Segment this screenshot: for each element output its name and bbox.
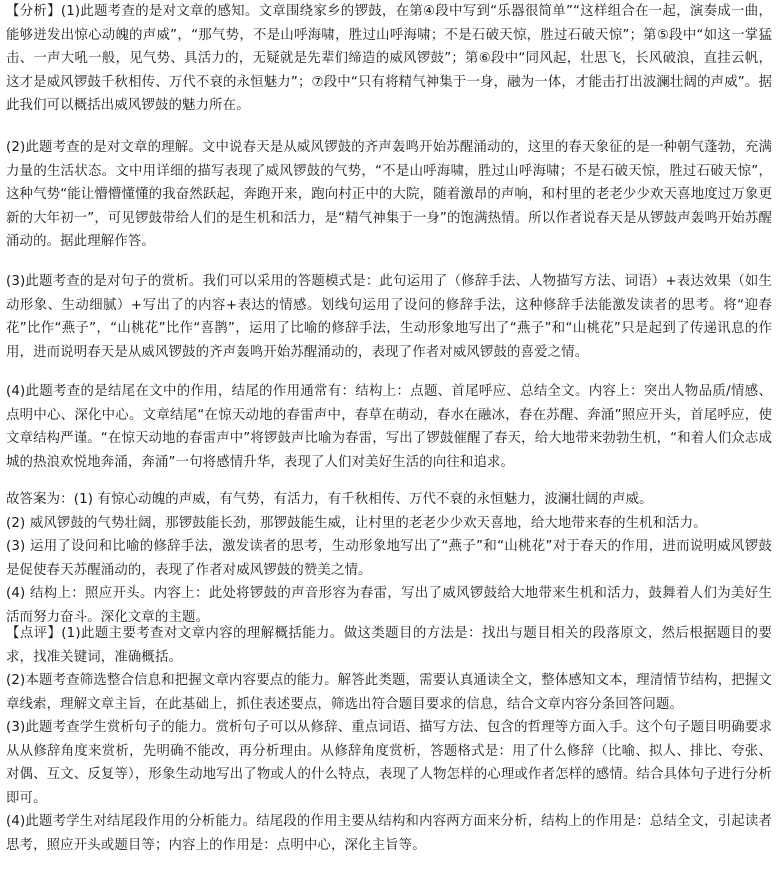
answer-line-1: 故答案为：(1) 有惊心动魄的声威，有气势，有活力，有千秋相传、万代不衰的永恒魅力，波澜壮阔的声威。 [6,492,653,507]
comment-section [6,622,772,857]
analysis-paragraph-2: (2)此题考查的是对文章的理解。文中说春天是从威风锣鼓的齐声轰鸣开始苏醒涌动的，这里的春天象征的是一种朝气蓬勃，充满力量的生活状态。文中用详细的描写表现了威风锣鼓的气势，“不是山呼海啸，胜过山呼海啸；不是石破天惊，胜过石破天惊”，这种气势“能让懵懵懂懂的我奋然跃起，奔跑开来，跑向村正中的大院，随着激昂的声响，和村里的老老少少欢天喜地度过万象更新的大年初一”，可见锣鼓带给人们的是生机和活力，是“精气神集于一身”的饱满热情。所以作者说春天是从锣鼓声轰鸣开始苏醒涌动的。据此理解作答。 [6,140,772,249]
comment-paragraph-1: 【点评】(1)此题主要考查对文章内容的理解概括能力。做这类题目的方法是：找出与题目相关的段落原文，然后根据题目的要求，找准关键词，准确概括。 [6,626,772,665]
analysis-paragraph-3: (3)此题考查的是对句子的赏析。我们可以采用的答题模式是：此句运用了（修辞手法、人物描写方法、词语）+表达效果（如生动形象、生动细腻）+写出了的内容+表达的情感。划线句运用了设问的修辞手法，这种修辞手法能激发读者的思考。将“迎春花”比作“燕子”，“山桃花”比作“喜鹊”，运用了比喻的修辞手法，生动形象地写出了“燕子”和“山桃花”只是起到了传递讯息的作用，进而说明春天是从威风锣鼓的齐声轰鸣开始苏醒涌动的，表现了作者对威风锣鼓的喜爱之情。 [6,274,772,360]
analysis-section-4 [6,380,772,474]
answer-line-2: (2) 威风锣鼓的气势壮阔，那锣鼓能长劲，那锣鼓能生威，让村里的老老少少欢天喜地，给大地带来春的生机和活力。 [6,515,707,531]
analysis-section-2 [6,136,772,254]
analysis-section [6,0,772,118]
analysis-paragraph-1: 【分析】(1)此题考查的是对文章的感知。文章围绕家乡的锣鼓，在第④段中写到“乐器很简单”“这样组合在一起，演奏成一曲，能够迸发出惊心动魄的声威”，“那气势，不是山呼海啸，胜过山呼海啸；不是石破天惊，胜过石破天惊”；第⑤段中“如这一掌猛击、一声大吼一般，见气势、具活力的，无疑就是先辈们缔造的威风锣鼓”；第⑥段中“同风起，壮思飞，长风破浪，直挂云帆，这才是威风锣鼓千秋相传、万代不衰的永恒魅力”；⑦段中“只有将精气神集于一身，融为一体，才能击打出波澜壮阔的声威”。据此我们可以概括出威风锣鼓的魅力所在。 [6,4,772,113]
answer-line-3: (3) 运用了设问和比喻的修辞手法，激发读者的思考，生动形象地写出了“燕子”和“山桃花”对于春天的作用，进而说明威风锣鼓是促使春天苏醒涌动的，表现了作者对威风锣鼓的赞美之情。 [6,539,772,578]
comment-paragraph-2: (2)本题考查筛选整合信息和把握文章内容要点的能力。解答此类题，需要认真通读全文，整体感知文本，理清情节结构，把握文章线索，理解文章主旨，在此基础上，抓住表述要点，筛选出符合题目要求的信息，结合文章内容分条回答问题。 [6,673,772,712]
answer-line-4: (4) 结构上：照应开头。内容上：此处将锣鼓的声音形容为春雷，写出了威风锣鼓给大地带来生机和活力，鼓舞着人们为美好生活而努力奋斗。深化文章的主题。 [6,586,772,625]
answers-section [6,488,772,629]
analysis-paragraph-4: (4)此题考查的是结尾在文中的作用，结尾的作用通常有：结构上：点题、首尾呼应、总结全文。内容上：突出人物品质/情感、点明中心、深化中心。文章结尾“在惊天动地的春雷声中，春草在萌动，春水在融冰，春在苏醒、奔涌”照应开头，首尾呼应，使文章结构严谨。“在惊天动地的春雷声中”将锣鼓声比喻为春雷，写出了锣鼓催醒了春天，给大地带来勃勃生机，“和着人们众志成城的热浪欢悦地奔涌，奔涌”一句将感情升华，表现了人们对美好生活的向往和追求。 [6,384,772,470]
comment-paragraph-3: (3)此题考查学生赏析句子的能力。赏析句子可以从修辞、重点词语、描写方法、包含的哲理等方面入手。这个句子题目明确要求从从修辞角度来赏析，先明确不能改，再分析理由。从修辞角度赏析，答题格式是：用了什么修辞（比喻、拟人、排比、夸张、对偶、互文、反复等），形象生动地写出了物或人的什么特点，表现了人物怎样的心理或作者怎样的感情。结合具体句子进行分析即可。 [6,720,772,806]
comment-paragraph-4: (4)此题考学生对结尾段作用的分析能力。结尾段的作用主要从结构和内容两方面来分析，结构上的作用是：总结全文，引起读者思考，照应开头或题目等；内容上的作用是：点明中心，深化主旨等。 [6,814,772,853]
analysis-section-3 [6,270,772,364]
